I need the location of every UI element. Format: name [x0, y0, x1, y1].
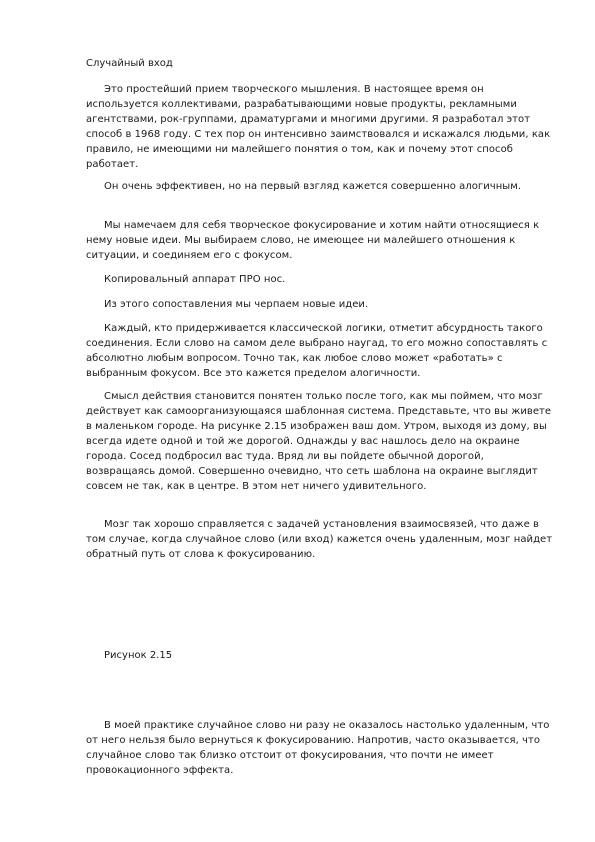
- paragraph-new-ideas: Из этого сопоставления мы черпаем новые идеи.: [104, 299, 369, 310]
- paragraph-meaning: Смысл действия становится понятен только после того, как мы поймем, что мозг действует как самоорганизующаяся шаблонная система. Представьте, что вы живете в маленьком городе. На рисунке 2.15 изображен ваш дом. Утром, выходя из дому, вы всегда идете одной и той же дорогой. Однажды у вас нашлось дело на окраине города. Сосед подбросил вас туда. Вряд ли вы пойдете обычной дорогой, возвращаясь домой. Совершенно очевидно, что сеть шаблона на окраине выглядит совсем не так, как в центре. В этом нет ничего удивительного.: [86, 391, 552, 492]
- paragraph-effective: Он очень эффективен, но на первый взгляд кажется совершенно алогичным.: [104, 181, 522, 192]
- figure-area: [86, 575, 556, 645]
- paragraph-focus: Мы намечаем для себя творческое фокусирование и хотим найти относящиеся к нему новые идеи. Мы выбираем слово, не имеющее ни малейшего отношения к ситуации, и соединяем его с фокусом.: [86, 220, 540, 261]
- figure-area-lower: [86, 668, 556, 713]
- paragraph-brain: Мозг так хорошо справляется с задачей установления взаимосвязей, что даже в том случае, когда случайное слово (или вход) кажется очень удаленным, мозг найдет обратный путь от слова к фокусированию.: [86, 519, 553, 560]
- paragraph-intro: Это простейший прием творческого мышления. В настоящее время он используется коллективами, разрабатывающими новые продукты, рекламными агентствами, рок-группами, драматургами и многими другими. Я разработал этот способ в 1968 году. С тех пор он интенсивно заимствовался и искажался людьми, как правило, не имеющими ни малейшего понятия о том, как и почему этот способ работает.: [86, 84, 551, 170]
- paragraph-logic: Каждый, кто придерживается классической логики, отметит абсурдность такого соединения. Если слово на самом деле выбрано наугад, то его можно сопоставлять с абсолютно любым вопросом. Точно так, как любое слово может «работать» с выбранным фокусом. Все это кажется пределом алогичности.: [86, 323, 548, 379]
- figure-caption: Рисунок 2.15: [104, 650, 173, 661]
- section-title: Случайный вход: [86, 58, 173, 69]
- paragraph-practice: В моей практике случайное слово ни разу не оказалось настолько удаленным, что от него нельзя было вернуться к фокусированию. Напротив, часто оказывается, что случайное слово так близко отстоит от фокусирования, что почти не имеет провокационного эффекта.: [86, 720, 550, 776]
- paragraph-example: Копировальный аппарат ПРО нос.: [104, 274, 286, 285]
